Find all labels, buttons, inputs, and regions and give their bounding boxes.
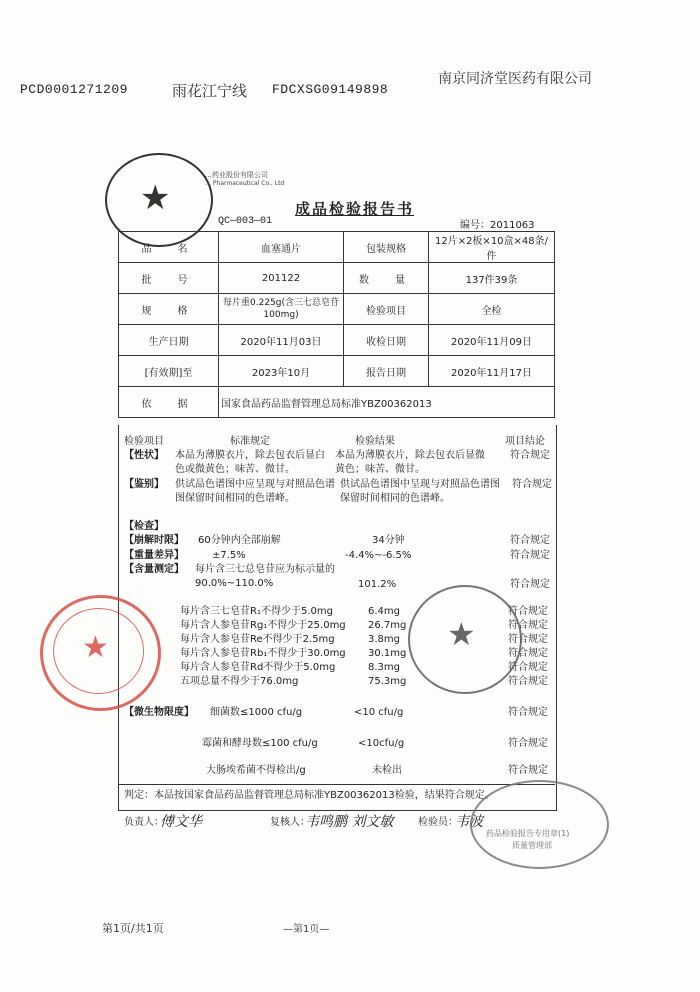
star-icon: ★ <box>140 178 171 218</box>
table-row <box>119 356 555 387</box>
basis-label: 依 据 <box>119 387 219 418</box>
weight-std: ±7.5% <box>212 550 246 561</box>
col-conclusion: 项目结论 <box>505 436 545 447</box>
report-number: 编号：2011063 <box>460 220 535 231</box>
report-title: 成品检验报告书 <box>295 200 415 218</box>
mfg-label: 生产日期 <box>119 325 219 356</box>
gray-seal <box>408 585 522 694</box>
assay-label: 【含量测定】 <box>124 564 184 575</box>
recv-label: 收检日期 <box>344 325 429 356</box>
header-code: PCD0001271209 <box>20 82 128 97</box>
col-item: 检验项目 <box>124 436 164 447</box>
ident-result: 供试品色谱图中呈现与对照品色谱图保留时间相同的色谱峰。 <box>340 479 500 504</box>
company-name-en: … Pharmaceutical Co., Ltd <box>205 180 285 187</box>
bacteria-std: 细菌数≤1000 cfu/g <box>210 707 303 718</box>
exp-label: [有效期]至 <box>119 356 219 387</box>
weight-result: -4.4%~-6.5% <box>345 550 412 561</box>
reviewer-signature: 韦鸣鹏 刘文敏 <box>305 814 394 830</box>
traits-label: 【性状】 <box>124 450 164 461</box>
saponin-result: 30.1mg <box>368 648 407 659</box>
report-seal-sub: 质量管理部 <box>512 841 552 850</box>
disint-std: 60分钟内全部崩解 <box>198 535 281 546</box>
product-value: 血塞通片 <box>219 232 344 263</box>
saponin-std: 每片含三七皂苷R₁不得少于5.0mg <box>180 606 333 617</box>
page-indicator-left: 第1页/共1页 <box>102 922 164 935</box>
spec-label: 规 格 <box>119 294 219 325</box>
report-date-label: 报告日期 <box>344 356 429 387</box>
saponin-std: 每片含人参皂苷Rg₁不得少于25.0mg <box>180 620 346 631</box>
traits-result: 本品为薄膜衣片，除去包衣后显微黄色；味苦、微甘。 <box>335 450 485 475</box>
micro-label: 【微生物限度】 <box>124 707 194 718</box>
item-value: 全检 <box>429 294 555 325</box>
traits-std: 本品为薄膜衣片，除去包衣后显白色或微黄色；味苦、微甘。 <box>175 450 325 475</box>
report-seal-text: 药品检验报告专用章(1) <box>486 829 570 838</box>
bacteria-result: <10 cfu/g <box>354 707 404 718</box>
verdict-divider <box>118 784 555 785</box>
fungi-std: 霉菌和酵母数≤100 cfu/g <box>202 738 318 749</box>
item-label: 检验项目 <box>344 294 429 325</box>
ecoli-conclusion: 符合规定 <box>508 765 548 776</box>
spec-value: 每片重0.225g(含三七总皂苷100mg) <box>219 294 344 325</box>
form-code: QC—003—01 <box>218 216 273 227</box>
table-row <box>119 294 555 325</box>
company-name-cn: …药业股份有限公司 <box>205 171 268 179</box>
fungi-conclusion: 符合规定 <box>508 738 548 749</box>
page-indicator-center: —第1页— <box>283 924 330 935</box>
info-table <box>118 231 555 418</box>
saponin-std: 每片含人参皂苷Rb₁不得少于30.0mg <box>180 648 346 659</box>
star-icon: ★ <box>447 615 476 653</box>
assay-std: 每片含三七总皂苷应为标示量的90.0%~110.0% <box>195 564 335 589</box>
reviewer-label: 复核人： <box>270 817 310 828</box>
saponin-conclusion: 符合规定 <box>508 606 548 617</box>
ecoli-result: 未检出 <box>372 765 402 776</box>
mfg-value: 2020年11月03日 <box>219 325 344 356</box>
basis-value: 国家食品药品监督管理总局标准YBZ00362013 <box>219 387 555 418</box>
table-row <box>119 325 555 356</box>
col-result: 检验结果 <box>355 436 395 447</box>
weight-label: 【重量差异】 <box>124 550 184 561</box>
saponin-result: 26.7mg <box>368 620 407 631</box>
saponin-conclusion: 符合规定 <box>508 662 548 673</box>
bacteria-conclusion: 符合规定 <box>508 707 548 718</box>
report-seal <box>470 780 609 869</box>
table-row <box>119 387 555 418</box>
pack-value: 12片×2板×10盒×48条/件 <box>429 232 555 263</box>
weight-conclusion: 符合规定 <box>510 550 550 561</box>
inspector-label: 检验员： <box>418 817 458 828</box>
ecoli-std: 大肠埃希菌不得检出/g <box>206 765 306 776</box>
batch-label: 批 号 <box>119 263 219 294</box>
traits-conclusion: 符合规定 <box>510 450 550 461</box>
disint-result: 34分钟 <box>372 535 405 546</box>
ident-label: 【鉴别】 <box>124 479 164 490</box>
header-serial: FDCXSG09149898 <box>272 82 389 97</box>
table-row <box>119 232 555 263</box>
header-company: 南京同济堂医药有限公司 <box>438 71 592 87</box>
saponin-result: 3.8mg <box>368 634 400 645</box>
batch-value: 201122 <box>219 263 344 294</box>
ident-conclusion: 符合规定 <box>512 479 552 490</box>
responsible-label: 负责人： <box>124 817 164 828</box>
saponin-conclusion: 符合规定 <box>508 620 548 631</box>
table-row <box>119 263 555 294</box>
assay-result: 101.2% <box>358 579 397 590</box>
saponin-std: 每片含人参皂苷Re不得少于2.5mg <box>180 634 335 645</box>
saponin-std: 五项总量不得少于76.0mg <box>180 676 299 687</box>
saponin-conclusion: 符合规定 <box>508 634 548 645</box>
assay-conclusion: 符合规定 <box>510 579 550 590</box>
report-date-value: 2020年11月17日 <box>429 356 555 387</box>
saponin-conclusion: 符合规定 <box>508 648 548 659</box>
fungi-result: <10cfu/g <box>358 738 405 749</box>
check-label: 【检查】 <box>124 521 164 532</box>
verdict-text: 判定：本品按国家食品药品监督管理总局标准YBZ00362013检验，结果符合规定。 <box>124 790 495 801</box>
ident-std: 供试品色谱图中应呈现与对照品色谱图保留时间相同的色谱峰。 <box>175 479 335 504</box>
saponin-std: 每片含人参皂苷Rd不得少于5.0mg <box>180 662 336 673</box>
pack-label: 包装规格 <box>344 232 429 263</box>
saponin-result: 75.3mg <box>368 676 407 687</box>
exp-value: 2023年10月 <box>219 356 344 387</box>
inspector-signature: 韦波 <box>455 814 483 830</box>
saponin-result: 6.4mg <box>368 606 400 617</box>
star-icon: ★ <box>82 630 109 665</box>
saponin-result: 8.3mg <box>368 662 400 673</box>
recv-value: 2020年11月09日 <box>429 325 555 356</box>
saponin-conclusion: 符合规定 <box>508 676 548 687</box>
red-seal <box>40 595 161 711</box>
responsible-signature: 傅文华 <box>160 814 202 830</box>
col-std: 标准规定 <box>230 436 270 447</box>
qty-label: 数 量 <box>344 263 429 294</box>
disint-conclusion: 符合规定 <box>510 535 550 546</box>
header-region: 雨花江宁线 <box>172 82 248 100</box>
product-label: 品 名 <box>119 232 219 263</box>
disint-label: 【崩解时限】 <box>124 535 184 546</box>
qty-value: 137件39条 <box>429 263 555 294</box>
